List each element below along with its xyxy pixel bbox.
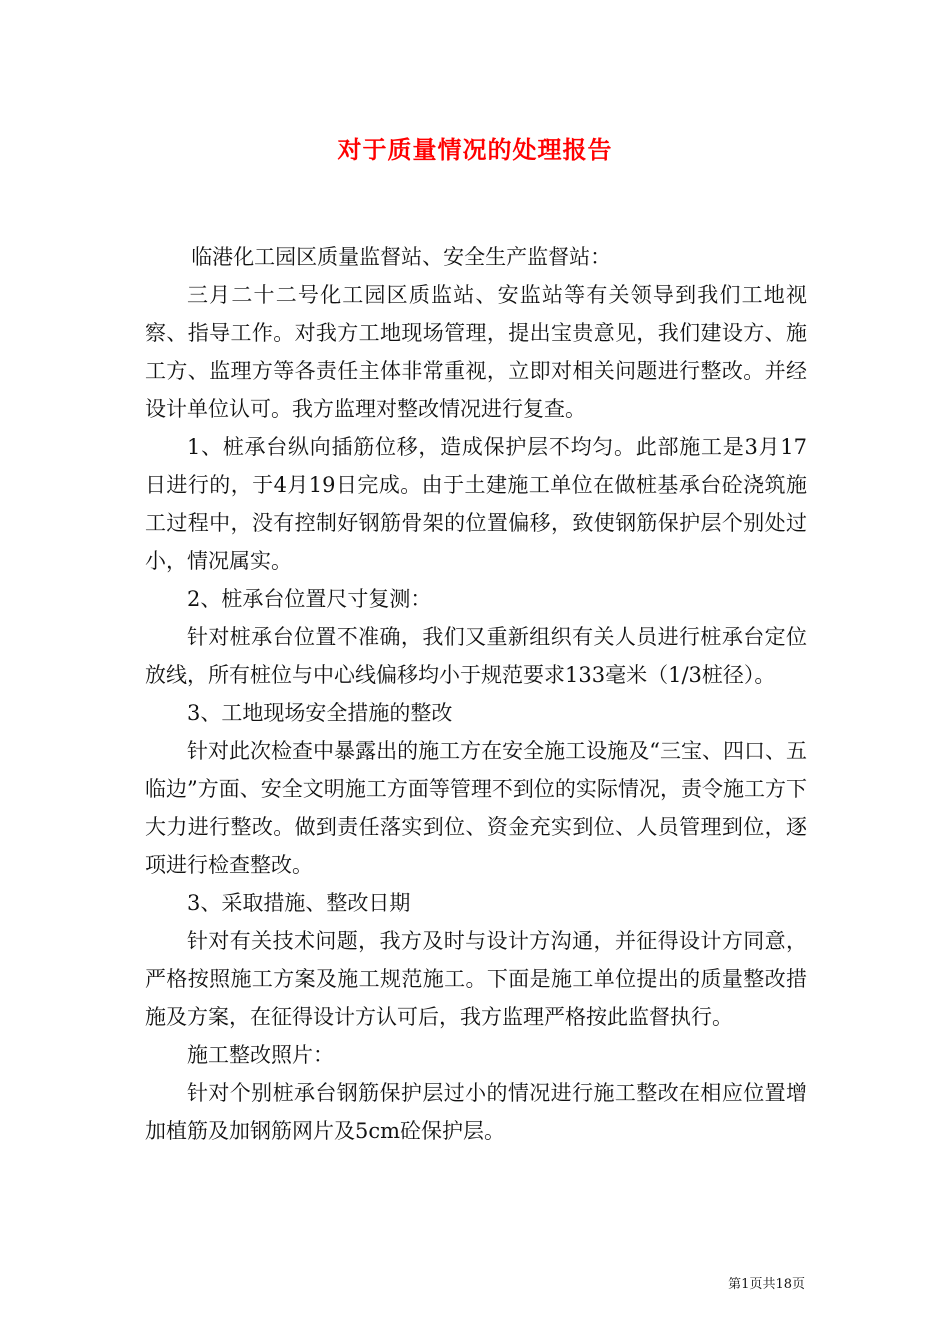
- paragraph-item-1: 1、桩承台纵向插筋位移，造成保护层不均匀。此部施工是3月17日进行的，于4月19日完成。由于土建施工单位在做桩基承台砼浇筑施工过程中，没有控制好钢筋骨架的位置偏移，致使钢筋保护层个别处过小，情况属实。: [145, 435, 807, 573]
- paragraph-item-3-safety: 针对此次检查中暴露出的施工方在安全施工设施及“三宝、四口、五临边”方面、安全文明施工方面等管理不到位的实际情况，责令施工方下大力进行整改。做到责任落实到位、资金充实到位、人员管理到位，逐项进行检查整改。: [145, 739, 807, 877]
- heading-item-2: 2、桩承台位置尺寸复测：: [187, 587, 432, 611]
- paragraph-intro: 三月二十二号化工园区质监站、安监站等有关领导到我们工地视察、指导工作。对我方工地现场管理，提出宝贵意见，我们建设方、施工方、监理方等各责任主体非常重视，立即对相关问题进行整改。并经设计单位认可。我方监理对整改情况进行复查。: [145, 283, 807, 421]
- document-title: 对于质量情况的处理报告: [337, 135, 613, 164]
- paragraph-item-2: 针对桩承台位置不准确，我们又重新组织有关人员进行桩承台定位放线，所有桩位与中心线偏移均小于规范要求133毫米（1/3桩径）。: [145, 625, 807, 687]
- heading-item-3-measures: 3、采取措施、整改日期: [187, 891, 411, 915]
- heading-photos: 施工整改照片：: [187, 1043, 334, 1067]
- paragraph-photos: 针对个别桩承台钢筋保护层过小的情况进行施工整改在相应位置增加植筋及加钢筋网片及5cm砼保护层。: [145, 1081, 807, 1143]
- document-body: [145, 238, 807, 1150]
- heading-item-3-safety: 3、工地现场安全措施的整改: [187, 701, 453, 725]
- paragraph-item-3-measures: 针对有关技术问题，我方及时与设计方沟通，并征得设计方同意，严格按照施工方案及施工规范施工。下面是施工单位提出的质量整改措施及方案，在征得设计方认可后，我方监理严格按此监督执行。: [145, 929, 807, 1029]
- salutation: 临港化工园区质量监督站、安全生产监督站：: [191, 245, 612, 269]
- page-number: 第1页共18页: [728, 1277, 805, 1292]
